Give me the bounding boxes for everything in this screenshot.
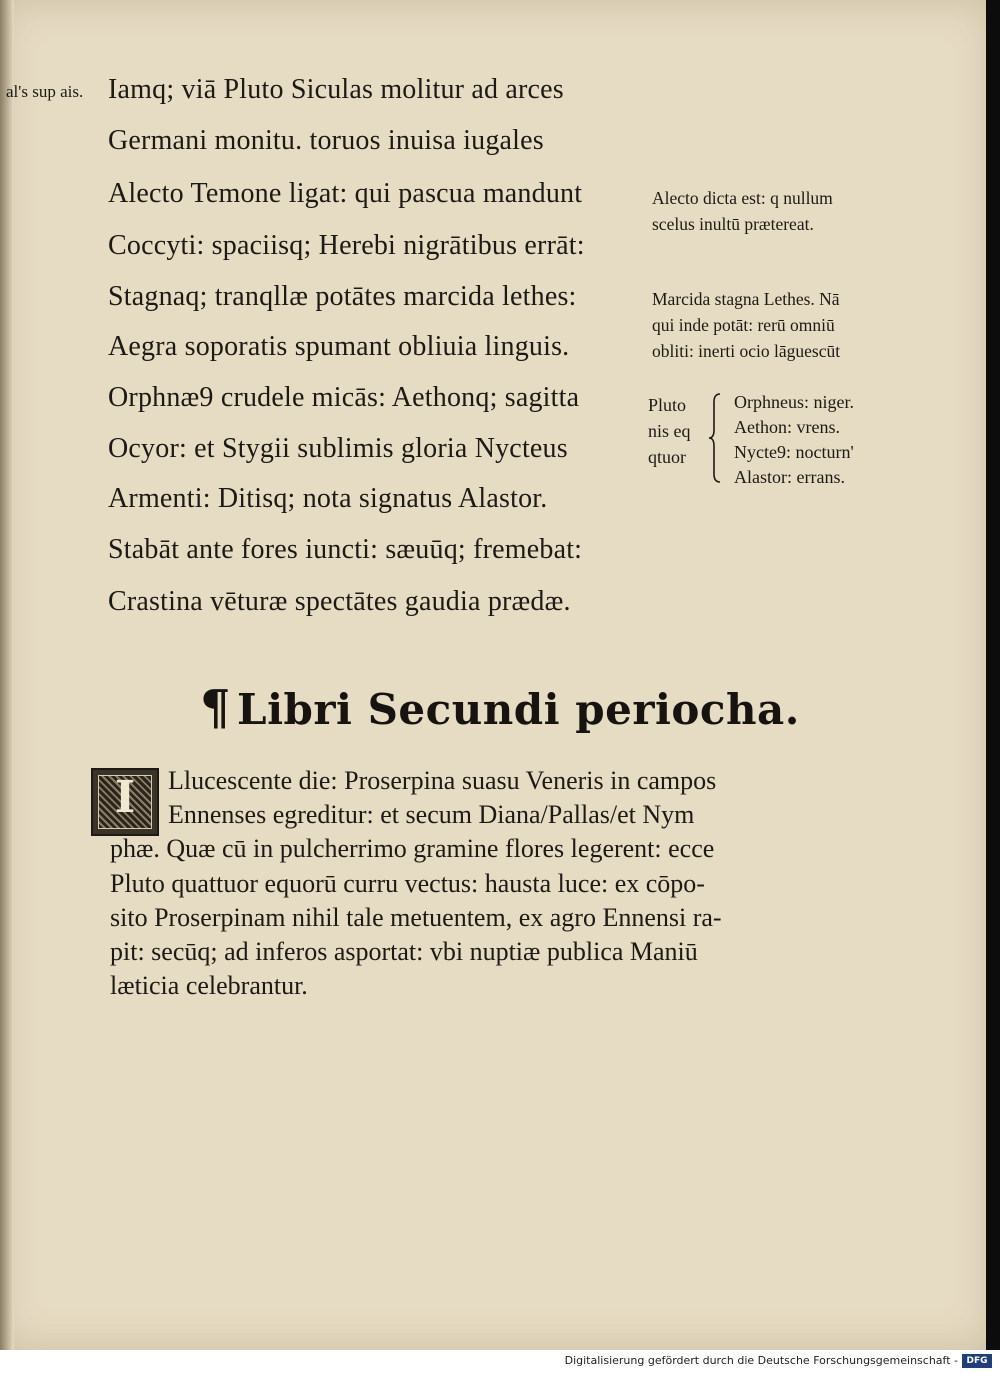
verse-line: Crastina vēturæ spectātes gaudia prædæ.: [108, 586, 571, 617]
dfg-logo: DFG: [962, 1354, 992, 1368]
verse-line: Stagnaq; tranqllæ potātes marcida lethes:: [108, 281, 577, 312]
verse-line: Aegra soporatis spumant obliuia linguis.: [108, 331, 570, 362]
gloss-line: Nycte9: nocturn': [734, 442, 854, 462]
gloss-line: Orphneus: niger.: [734, 392, 854, 412]
verse-line: Armenti: Ditisq; nota signatus Alastor.: [108, 483, 548, 514]
page-edge: [986, 0, 1000, 1350]
footer-credit: Digitalisierung gefördert durch die Deutsche Forschungsgemeinschaft -: [564, 1354, 958, 1367]
gloss-line: obliti: inerti ocio lāguescūt: [652, 341, 841, 361]
heading-text: Libri Secundi periocha.: [237, 685, 800, 734]
section-heading: [200, 680, 800, 736]
gloss-line: Alastor: errans.: [734, 467, 845, 487]
verse-line: Coccyti: spaciisq; Herebi nigrātibus errāt:: [108, 230, 585, 261]
decorated-initial: [91, 768, 159, 836]
gloss-pluto-label: [648, 392, 691, 470]
margin-note: al's sup ais.: [6, 82, 84, 101]
gloss-line: Aethon: vrens.: [734, 417, 840, 437]
gloss-line: Alecto dicta est: q nullum: [652, 188, 833, 208]
paragraph-line: pit: secūq; ad inferos asportat: vbi nuptiæ publica Maniū: [110, 937, 698, 966]
gloss-marcida: [652, 286, 840, 364]
gloss-line: nis eq: [648, 421, 691, 441]
verse-line: Alecto Temone ligat: qui pascua mandunt: [108, 178, 583, 209]
gloss-line: qtuor: [648, 447, 686, 467]
gloss-line: scelus inultū prætereat.: [652, 214, 814, 234]
gloss-line: Pluto: [648, 395, 687, 415]
paragraph-line: phæ. Quæ cū in pulcherrimo gramine flores legerent: ecce: [110, 834, 715, 863]
gloss-alecto: [652, 185, 833, 237]
verse-line: Ocyor: et Stygii sublimis gloria Nycteus: [108, 433, 568, 464]
verse-line: Stabāt ante fores iuncti: sæuūq; fremebat:: [108, 534, 583, 565]
pilcrow-icon: ¶: [200, 680, 232, 736]
paragraph-line: sito Proserpinam nihil tale metuentem, ex agro Ennensi ra-: [110, 903, 722, 932]
verse-line: Orphnæ9 crudele micās: Aethonq; sagitta: [108, 382, 580, 413]
gloss-line: Marcida stagna Lethes. Nā: [652, 289, 840, 309]
gloss-line: qui inde potāt: rerū omniū: [652, 315, 835, 335]
gloss-horses: [734, 390, 854, 490]
verse-line: Germani monitu. toruos inuisa iugales: [108, 125, 544, 156]
footer-bar: [0, 1350, 1000, 1373]
paragraph-line: Pluto quattuor equorū curru vectus: hausta luce: ex cōpo-: [110, 869, 705, 898]
page-gutter-shadow: [0, 0, 14, 1350]
verse-line: Iamq; viā Pluto Siculas molitur ad arces: [108, 74, 564, 105]
paragraph-line: læticia celebrantur.: [110, 971, 308, 1000]
paragraph-line: Ennenses egreditur: et secum Diana/Pallas/et Nym: [168, 800, 695, 829]
curly-brace-icon: [708, 392, 722, 484]
paragraph-line: Llucescente die: Proserpina suasu Veneris in campos: [168, 766, 717, 795]
initial-letter: I: [114, 772, 136, 823]
